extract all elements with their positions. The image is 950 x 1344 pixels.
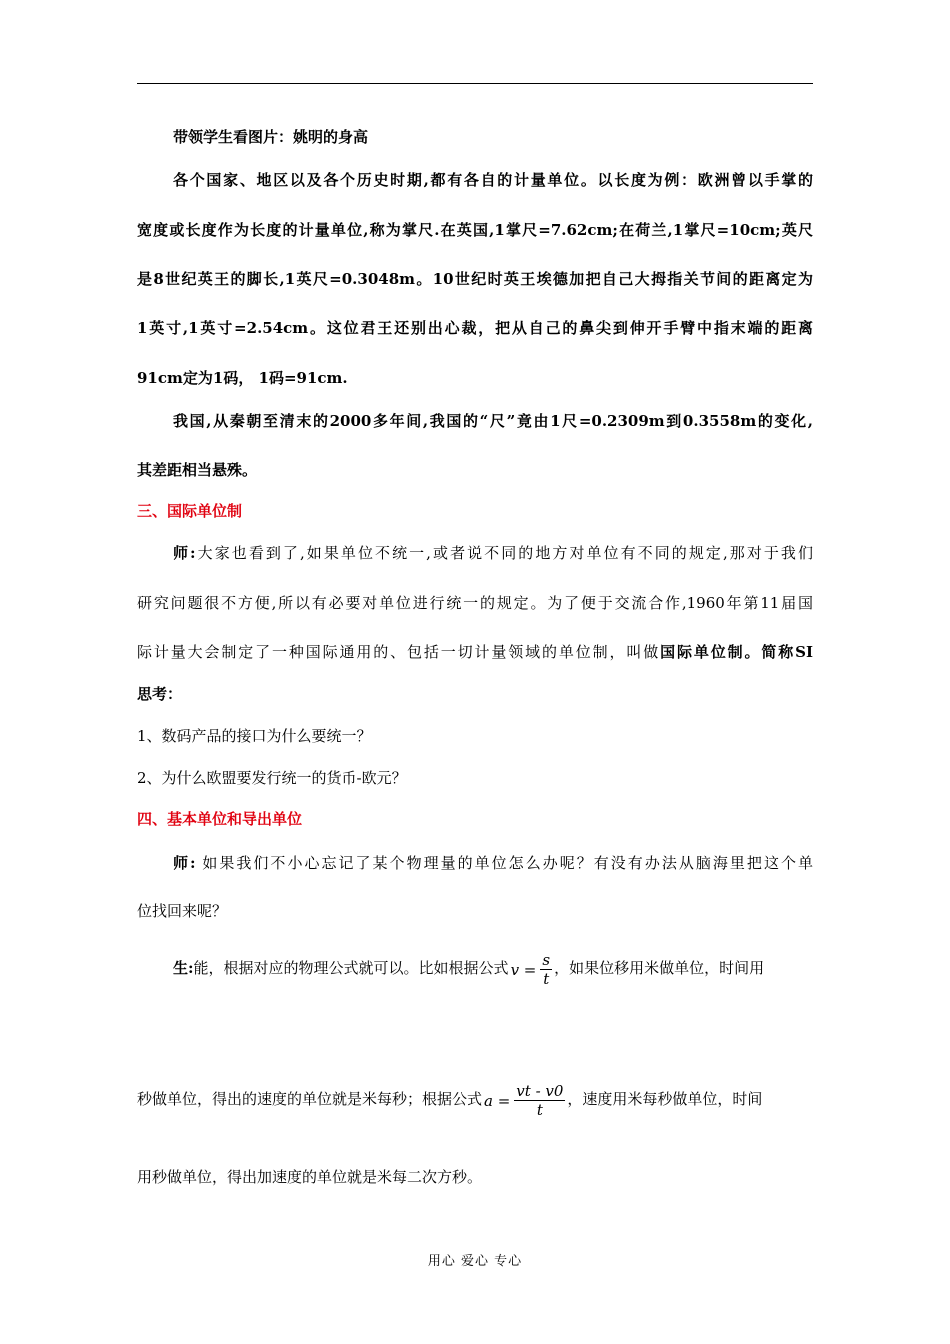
paragraph-line <box>173 853 813 873</box>
section-heading-3: 三、国际单位制 <box>137 502 243 520</box>
paragraph-text: 际计量大会制定了一种国际通用的、包括一切计量领域的单位制，叫做 <box>137 643 661 661</box>
term-si: 国际单位制。简称SI <box>660 643 813 661</box>
question-item: 2、为什么欧盟要发行统一的货币-欧元？ <box>137 769 407 787</box>
paragraph-line: 位找回来呢？ <box>137 902 228 920</box>
fraction-denominator: t <box>536 1100 543 1119</box>
paragraph-text: 大家也看到了,如果单位不统一,或者说不同的地方对单位有不同的规定,那对于我们 <box>195 544 813 562</box>
paragraph-intro: 带领学生看图片：姚明的身高 <box>173 128 369 146</box>
paragraph-text: 能，根据对应的物理公式就可以。比如根据公式 <box>193 959 509 977</box>
fraction-numerator: vt - v0 <box>516 1081 564 1100</box>
formula-velocity <box>511 960 537 979</box>
formula-lhs: v = <box>510 960 537 979</box>
paragraph-line: 是8世纪英王的脚长,1英尺=0.3048m。10世纪时英王埃德加把自己大拇指关节间的距离定为 <box>137 270 813 288</box>
fraction-numerator: s <box>542 950 551 969</box>
paragraph-line <box>137 642 813 662</box>
section-heading-4: 四、基本单位和导出单位 <box>137 810 303 828</box>
header-rule <box>137 83 813 84</box>
paragraph-line: 我国,从秦朝至清末的2000多年间,我国的“尺”竟由1尺=0.2309m到0.3558m的变化, <box>173 412 813 430</box>
fraction <box>514 1082 565 1119</box>
paragraph-line: 宽度或长度作为长度的计量单位,称为掌尺.在英国,1掌尺=7.62cm;在荷兰,1掌尺=10cm;英尺 <box>137 221 813 239</box>
page-footer: 用心 爱心 专心 <box>427 1254 523 1269</box>
paragraph-line: 用秒做单位，得出加速度的单位就是米每二次方秒。 <box>137 1168 483 1186</box>
question-item: 1、数码产品的接口为什么要统一？ <box>137 727 372 745</box>
formula-acceleration <box>484 1091 510 1110</box>
paragraph-text: 如果我们不小心忘记了某个物理量的单位怎么办呢？有没有办法从脑海里把这个单 <box>195 854 813 872</box>
paragraph-line: 研究问题很不方便,所以有必要对单位进行统一的规定。为了便于交流合作,1960年第11届国 <box>137 594 813 612</box>
paragraph-line <box>173 543 813 563</box>
paragraph-line: 其差距相当悬殊。 <box>137 461 258 479</box>
paragraph-line: 各个国家、地区以及各个历史时期,都有各自的计量单位。以长度为例：欧洲曾以手掌的 <box>173 171 813 189</box>
speaker-student: 生: <box>173 959 194 977</box>
paragraph-line: 1英寸,1英寸=2.54cm。这位君王还别出心裁，把从自己的鼻尖到伸开手臂中指末端的距离 <box>137 319 813 337</box>
speaker-teacher: 师: <box>173 544 196 562</box>
paragraph-text: ，速度用米每秒做单位，时间 <box>567 1090 763 1108</box>
paragraph-line: 91cm定为1码， 1码=91cm. <box>137 369 348 387</box>
formula-lhs: a = <box>484 1091 511 1110</box>
paragraph-text: 秒做单位，得出的速度的单位就是米每秒；根据公式 <box>137 1090 483 1108</box>
fraction-denominator: t <box>543 969 550 988</box>
fraction <box>540 951 552 988</box>
think-label: 思考： <box>137 685 183 703</box>
paragraph-text: ，如果位移用米做单位，时间用 <box>554 959 765 977</box>
speaker-teacher: 师: <box>173 854 196 872</box>
paragraph-line <box>137 1079 813 1119</box>
paragraph-line <box>173 948 813 988</box>
